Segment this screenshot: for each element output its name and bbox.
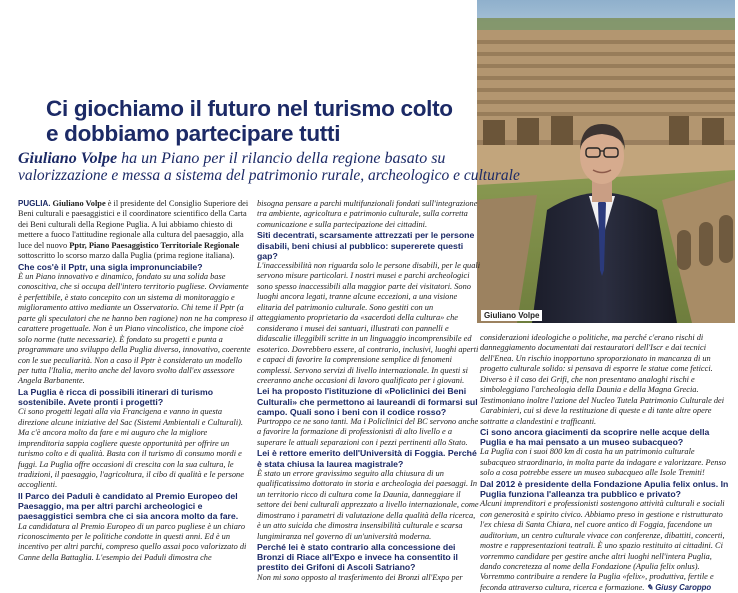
headline <box>46 96 476 146</box>
interview-answer: bisogna pensare a parchi multifunzionali fondati sull'integrazione tra ambiente, agricoltura e patrimonio culturale, sulla corretta comunicazione e sulla partecipazione dei cittadini. <box>257 199 478 229</box>
headline-line-2: e dobbiamo partecipare tutti <box>46 121 341 146</box>
interview-question: Che cos'è il Pptr, una sigla impronunciabile? <box>18 261 203 272</box>
interview-answer: considerazioni ideologiche o politiche, ma perché c'erano rischi di danneggiamento documentati dai restauratori dell'Iscr e dai tecnici dell'Enea. Un rischio inopportuno sproporzionato in mancanza di un progetto culturale solido: si pensava di esporre le statue come feticci. Diverso è il caso dei Grifi, che non presentano analoghi rischi e simboleggiano l'archeologia della Daunia e della Magna Grecia. Testimoniano inoltre l'azione del Nucleo Tutela Patrimonio Culturale dei Carabinieri, cui si deve la restituzione di queste e di tante altre opere sottratte a clandestini e trafficanti. <box>480 333 725 426</box>
interview-answer: È un Piano innovativo e dinamico, fondato su una solida base conoscitiva, che si occupa dell'intero territorio pugliese. Ovviamente è perfettibile, è stato concepito con un sistema di monitoraggio e miglioramento attivo mediante un Osservatorio. Chi teme il Pptr (a parte gli speculatori che ne hanno ben ragione) non ne ha compreso il carattere progettuale. Non è un Piano vincolistico, che impone cioè solo norme (tutte necessarie). È fondato su progetti e punta a programmare uno sviluppo della Puglia diverso, innovativo, coerente con le sue peculiarità. Non a caso il Pptr è considerato un modello per tutta l'Italia, merito anche del lavoro svolto dall'ex assessore Angela Barbanente. <box>18 271 254 386</box>
interview-answer: La candidatura al Premio Europeo di un parco pugliese è un chiaro riconoscimento per le politiche condotte in questi anni. Ed è un incentivo per altri parchi, compreso quello assai poco valorizzato di Canne della Battaglia. L'esempio dei Paduli dimostra che <box>18 521 247 562</box>
lead-text: è il presidente del Consiglio Superiore dei Beni culturali e paesaggistici e il coordinatore scientifico della Carta dei Beni culturali della Regione Puglia. A lui abbiamo chiesto di mettere a fuoco l'attitudine regionale alla cultura del paesaggio, alla luce del nuovo <box>18 199 249 250</box>
interview-answer: Non mi sono opposto al trasferimento dei Bronzi all'Expo per <box>257 572 463 582</box>
dateline: PUGLIA. <box>18 199 51 208</box>
article-column-3 <box>480 333 730 593</box>
interview-question: Lei è rettore emerito dell'Università di Foggia. Perché è stata chiusa la laurea magistrale? <box>257 448 477 469</box>
interview-question: Lei ha proposto l'istituzione di «Policlinici dei Beni Culturali» che permettono ai laureandi di formarsi sul campo. Quali sono i beni con il codice rosso? <box>257 386 478 417</box>
interview-answer: Purtroppo ce ne sono tanti. Ma i Policlinici del BC servono anche a favorire la formazione di professionisti di alto livello e a superare le attuali separazioni con i pezzi pertinenti allo Stato. <box>257 417 479 447</box>
headline-line-1: Ci giochiamo il futuro nel turismo colto <box>46 96 453 121</box>
interview-question: Perché lei è stato contrario alla concessione dei Bronzi di Riace all'Expo e invece ha consentito il prestito dei Grifoni di Ascoli Satriano? <box>257 541 458 573</box>
interview-question: Ci sono ancora giacimenti da scoprire nelle acque della Puglia e ha mai pensato a un museo subacqueo? <box>480 427 710 448</box>
interview-answer: L'inaccessibilità non riguarda solo le persone disabili, per le quali servono misure particolari. I nostri musei e parchi archeologici sono spesso inaccessibili alla maggior parte dei visitatori. Sono luoghi ancora legati, tranne alcune eccezioni, a una visione elitaria del patrimonio culturale. Sono gestiti con un atteggiamento proprietario da «sacerdoti della cultura» che considerano i musei dei santuari, illustrati con pannelli e didascalie illeggibili scritte in un linguaggio incomprensibile ed esoterico. Dovrebbero essere, al contrario, inclusivi, luoghi aperti e capaci di favorire la comprensione semplice di fenomeni complessi. Servono servizi di livello internazionale. In questi si creeranno anche occasioni di lavoro qualificato per i giovani. <box>257 260 481 385</box>
interview-question: Siti decentrati, scarsamente attrezzati per le persone disabili, beni chiusi al pubblico: supererete questi gap? <box>257 230 475 261</box>
lead-paragraph <box>18 199 254 262</box>
plan-name: Pptr, Piano Paesaggistico Territoriale Regionale <box>69 240 240 250</box>
photo-caption: Giuliano Volpe <box>481 310 542 321</box>
subhead-text: ha un Piano per il rilancio della regione basato su <box>117 150 446 167</box>
interview-answer: Alcuni imprenditori e professionisti sostengono attività culturali e sociali con generosità e spirito civico. Abbiamo preso in gestione e ristrutturato l'ex chiesa di Santa Chiara, nel cuore antico di Foggia, facendone un auditorium, un centro culturale vivace con conferenze, dibattiti, concerti, mostre e rappresentazioni teatrali. È uno spazio restituito ai cittadini. Ci vorremmo candidare per gestire anche altri luoghi nell'intera Puglia, dando concretezza al nome della Fondazione (Apulia felix onlus). Vorremmo contribuire a rendere la Puglia «felix», produttiva, fertile e feconda attraverso cultura, ricerca e formazione. ✎ Giusy Caroppo <box>480 499 725 592</box>
interview-question: Dal 2012 è presidente della Fondazione Apulia felix onlus. In Puglia funziona l'alleanza tra pubblico e privato? <box>480 478 729 500</box>
interviewee-name: Giuliano Volpe <box>52 199 106 208</box>
subhead-name: Giuliano Volpe <box>18 150 118 167</box>
lead-text-end: sottoscritto lo scorso marzo dalla Puglia (prima regione italiana). <box>18 251 235 261</box>
interview-question: La Puglia è ricca di possibili itinerari di turismo sostenibile. Avete pronti i progetti? <box>18 386 214 408</box>
article-column-2 <box>257 199 481 583</box>
interview-answer: La Puglia con i suoi 800 km di costa ha un patrimonio culturale subacqueo straordinario, in molta parte da indagare e valorizzare. Penso solo a cosa potrebbe essere un museo subacqueo alle Isole Tremiti! <box>480 447 726 478</box>
subheadline <box>18 150 478 168</box>
amphitheater-scene <box>477 0 735 323</box>
interview-answer: È stato un errore gravissimo seguito alla chiusura di un qualificatissimo dottorato in storia e archeologia dei paesaggi. In un territorio ricco di cultura come la Daunia, danneggiare il settore dei beni culturali apprezzato a livello internazionale, come dimostrano i parametri di valutazione della qualità della ricerca, è un atto suicida che dimostra insensibilità culturale e scarsa lungimiranza nel governo di un'università moderna. <box>257 468 479 541</box>
article-column-1 <box>18 199 254 563</box>
portrait-photo <box>477 0 735 323</box>
subhead-line-2: valorizzazione e messa a sistema del patrimonio rurale, archeologico e culturale <box>18 167 520 184</box>
author-byline: ✎ Giusy Caroppo <box>646 582 712 592</box>
interview-answer: Ci sono progetti legati alla via Francigena e vanno in questa direzione alcune iniziative del Sac (Sistemi Ambientali e Culturali). Ma c'è ancora molto da fare e mi auguro che la migliore imprenditoria sappia cogliere queste opportunità per offrire un turismo colto e di qualità. Basta con il turismo di consumo mordi e fuggi. La Puglia offre occasioni di crescita con la sua cultura, le tradizioni, il paesaggio, l'agricoltura, il cibo di qualità e le persone accoglienti. <box>18 407 244 490</box>
interview-question: Il Parco dei Paduli è candidato al Premio Europeo del Paesaggio, ma per altri parchi archeologici e paesaggistici sembra che ci sia ancora molto da fare. <box>18 490 239 522</box>
